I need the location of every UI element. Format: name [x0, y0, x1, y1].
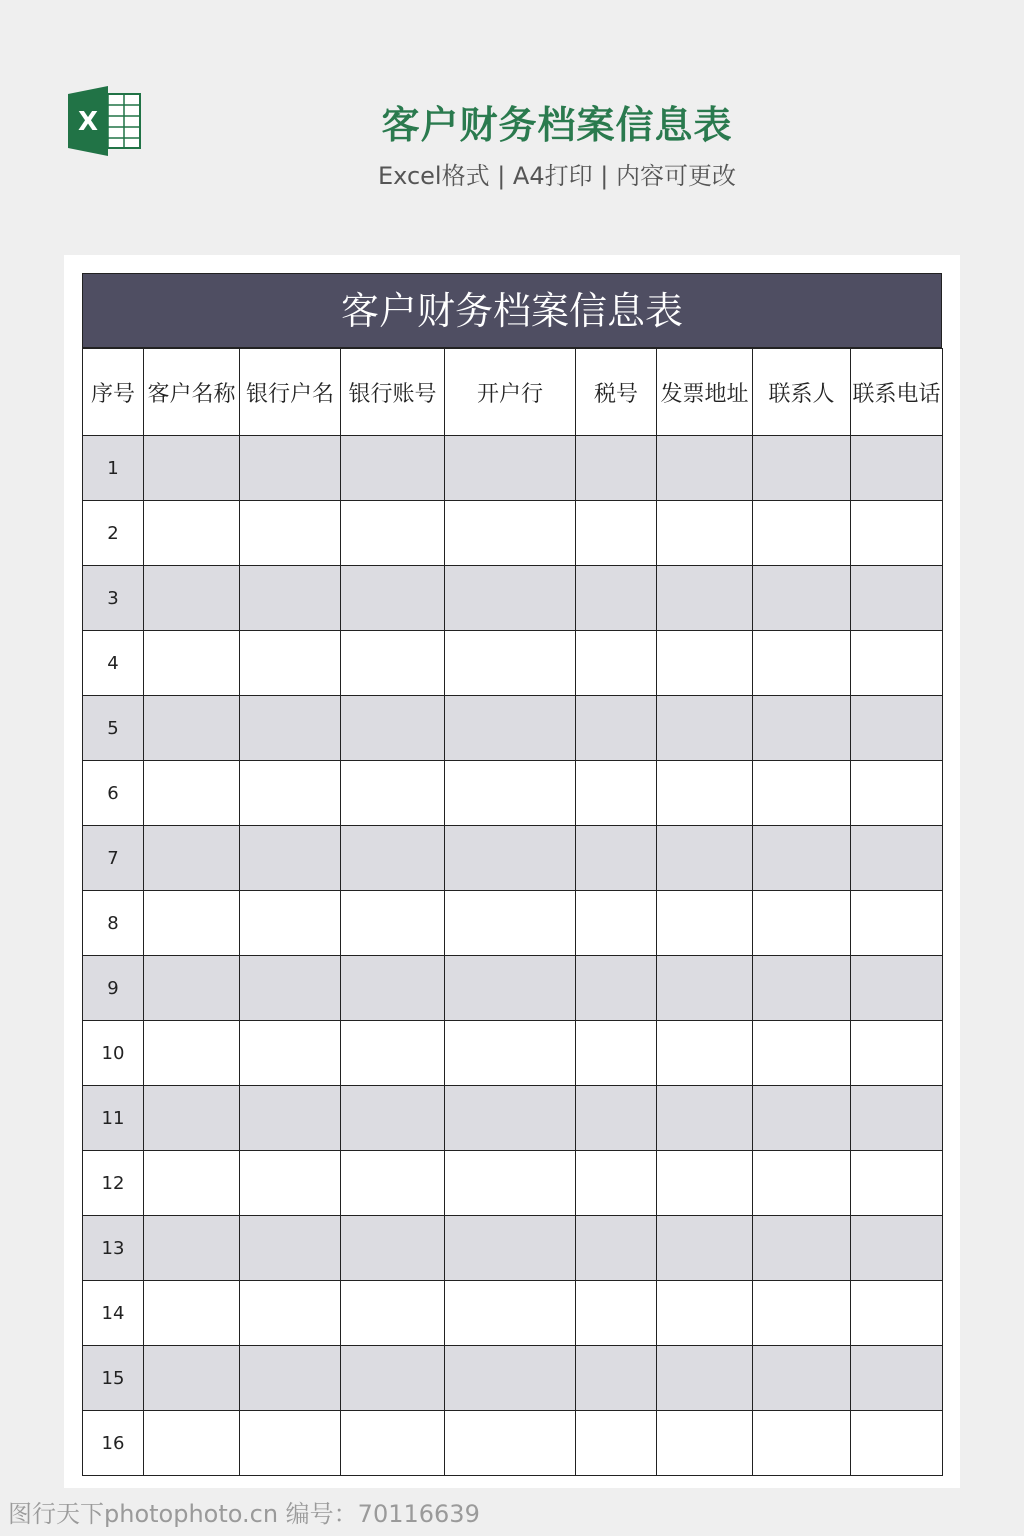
row-number-cell[interactable]: 3: [83, 566, 144, 631]
table-row: [83, 696, 943, 761]
table-cell[interactable]: [341, 501, 445, 566]
table-cell[interactable]: [753, 1151, 851, 1216]
table-cell[interactable]: [657, 826, 753, 891]
row-number-cell[interactable]: 1: [83, 436, 144, 501]
table-cell[interactable]: [753, 1216, 851, 1281]
table-cell[interactable]: [240, 891, 341, 956]
row-number-cell[interactable]: 9: [83, 956, 144, 1021]
table-cell[interactable]: [445, 501, 576, 566]
table-cell[interactable]: [240, 1021, 341, 1086]
table-cell[interactable]: [576, 501, 657, 566]
table-cell[interactable]: [657, 956, 753, 1021]
table-cell[interactable]: [341, 436, 445, 501]
table-cell[interactable]: [657, 761, 753, 826]
table-cell[interactable]: [144, 891, 240, 956]
row-number-cell[interactable]: 15: [83, 1346, 144, 1411]
table-cell[interactable]: [576, 956, 657, 1021]
table-cell[interactable]: [851, 761, 943, 826]
row-number-cell[interactable]: 16: [83, 1411, 144, 1476]
table-cell[interactable]: [576, 1151, 657, 1216]
column-header-bank-account-name[interactable]: 银行户名: [240, 349, 341, 436]
table-cell[interactable]: [851, 566, 943, 631]
table-cell[interactable]: [445, 1411, 576, 1476]
table-cell[interactable]: [144, 436, 240, 501]
table-cell[interactable]: [576, 1346, 657, 1411]
column-header-invoice-address[interactable]: 发票地址: [657, 349, 753, 436]
table-cell[interactable]: [851, 1021, 943, 1086]
table-row: [83, 436, 943, 501]
table-row: [83, 1151, 943, 1216]
table-cell[interactable]: [576, 1021, 657, 1086]
table-cell[interactable]: [240, 956, 341, 1021]
table-cell[interactable]: [851, 1216, 943, 1281]
sheet-title: 客户财务档案信息表: [82, 273, 942, 348]
table-row: [83, 761, 943, 826]
table-cell[interactable]: [144, 566, 240, 631]
column-header-customer-name[interactable]: 客户名称: [144, 349, 240, 436]
table-cell[interactable]: [851, 1151, 943, 1216]
table-cell[interactable]: [753, 1021, 851, 1086]
table-cell[interactable]: [753, 501, 851, 566]
table-cell[interactable]: [851, 1281, 943, 1346]
table-cell[interactable]: [753, 761, 851, 826]
data-table: [82, 348, 943, 1476]
table-cell[interactable]: [753, 1346, 851, 1411]
table-cell[interactable]: [851, 1346, 943, 1411]
table-body: [83, 436, 943, 1476]
page-subtitle: Excel格式 | A4打印 | 内容可更改: [378, 162, 736, 190]
table-cell[interactable]: [240, 501, 341, 566]
table-cell[interactable]: [240, 1346, 341, 1411]
table-cell[interactable]: [341, 891, 445, 956]
table-cell[interactable]: [341, 1411, 445, 1476]
table-cell[interactable]: [576, 1216, 657, 1281]
table-cell[interactable]: [445, 696, 576, 761]
table-row: [83, 501, 943, 566]
table-row: [83, 1021, 943, 1086]
page-title: 客户财务档案信息表: [381, 103, 733, 147]
watermark: 图行天下photophoto.cn 编号：70116639: [8, 1500, 480, 1528]
table-cell[interactable]: [445, 956, 576, 1021]
table-cell[interactable]: [144, 631, 240, 696]
table-row: [83, 1411, 943, 1476]
row-number-cell[interactable]: 13: [83, 1216, 144, 1281]
table-cell[interactable]: [445, 1086, 576, 1151]
table-cell[interactable]: [144, 1216, 240, 1281]
table-cell[interactable]: [657, 1021, 753, 1086]
table-cell[interactable]: [445, 1151, 576, 1216]
table-cell[interactable]: [445, 1021, 576, 1086]
table-cell[interactable]: [341, 566, 445, 631]
row-number-cell[interactable]: 10: [83, 1021, 144, 1086]
table-cell[interactable]: [851, 891, 943, 956]
spreadsheet: [82, 273, 942, 1476]
table-cell[interactable]: [445, 891, 576, 956]
table-cell[interactable]: [576, 436, 657, 501]
table-row: [83, 1086, 943, 1151]
table-cell[interactable]: [445, 761, 576, 826]
table-cell[interactable]: [445, 826, 576, 891]
table-cell[interactable]: [576, 761, 657, 826]
row-number-cell[interactable]: 11: [83, 1086, 144, 1151]
table-cell[interactable]: [657, 631, 753, 696]
table-cell[interactable]: [851, 696, 943, 761]
table-cell[interactable]: [144, 1346, 240, 1411]
table-cell[interactable]: [851, 1086, 943, 1151]
table-cell[interactable]: [753, 1411, 851, 1476]
column-header-tax-id[interactable]: 税号: [576, 349, 657, 436]
table-cell[interactable]: [341, 826, 445, 891]
table-cell[interactable]: [341, 1281, 445, 1346]
table-cell[interactable]: [753, 566, 851, 631]
table-cell[interactable]: [851, 631, 943, 696]
excel-logo-letter: X: [77, 107, 99, 137]
table-cell[interactable]: [657, 891, 753, 956]
sheet-paper: [64, 255, 960, 1488]
table-cell[interactable]: [657, 1216, 753, 1281]
table-cell[interactable]: [657, 501, 753, 566]
table-cell[interactable]: [657, 436, 753, 501]
table-cell[interactable]: [851, 826, 943, 891]
column-header-seq[interactable]: 序号: [83, 349, 144, 436]
table-row: [83, 631, 943, 696]
row-number-cell[interactable]: 7: [83, 826, 144, 891]
table-cell[interactable]: [851, 956, 943, 1021]
table-cell[interactable]: [753, 956, 851, 1021]
table-cell[interactable]: [240, 436, 341, 501]
table-cell[interactable]: [576, 891, 657, 956]
column-header-bank[interactable]: 开户行: [445, 349, 576, 436]
table-cell[interactable]: [240, 631, 341, 696]
table-cell[interactable]: [445, 1281, 576, 1346]
table-cell[interactable]: [576, 826, 657, 891]
table-cell[interactable]: [240, 1281, 341, 1346]
table-cell[interactable]: [657, 1086, 753, 1151]
table-row: [83, 1281, 943, 1346]
table-cell[interactable]: [341, 1086, 445, 1151]
table-row: [83, 1216, 943, 1281]
table-row: [83, 891, 943, 956]
table-cell[interactable]: [144, 1086, 240, 1151]
table-cell[interactable]: [144, 761, 240, 826]
table-cell[interactable]: [445, 566, 576, 631]
row-number-cell[interactable]: 2: [83, 501, 144, 566]
table-cell[interactable]: [657, 1281, 753, 1346]
header-row: [83, 349, 943, 436]
table-cell[interactable]: [576, 1411, 657, 1476]
column-header-contact-phone[interactable]: 联系电话: [851, 349, 943, 436]
table-cell[interactable]: [144, 956, 240, 1021]
table-cell[interactable]: [657, 696, 753, 761]
table-cell[interactable]: [144, 1411, 240, 1476]
table-row: [83, 826, 943, 891]
table-cell[interactable]: [341, 696, 445, 761]
table-cell[interactable]: [753, 436, 851, 501]
table-cell[interactable]: [576, 566, 657, 631]
excel-icon: [66, 86, 142, 156]
row-number-cell[interactable]: 8: [83, 891, 144, 956]
table-cell[interactable]: [851, 436, 943, 501]
table-cell[interactable]: [144, 1151, 240, 1216]
column-header-contact-person[interactable]: 联系人: [753, 349, 851, 436]
table-cell[interactable]: [240, 1216, 341, 1281]
table-cell[interactable]: [144, 1021, 240, 1086]
table-cell[interactable]: [240, 761, 341, 826]
table-cell[interactable]: [576, 696, 657, 761]
table-cell[interactable]: [753, 891, 851, 956]
table-cell[interactable]: [341, 1151, 445, 1216]
table-cell[interactable]: [341, 1346, 445, 1411]
table-cell[interactable]: [144, 696, 240, 761]
table-cell[interactable]: [240, 1151, 341, 1216]
table-cell[interactable]: [341, 761, 445, 826]
table-cell[interactable]: [657, 566, 753, 631]
table-cell[interactable]: [851, 1411, 943, 1476]
table-cell[interactable]: [341, 631, 445, 696]
table-cell[interactable]: [445, 631, 576, 696]
table-cell[interactable]: [144, 1281, 240, 1346]
table-cell[interactable]: [576, 1086, 657, 1151]
table-cell[interactable]: [657, 1151, 753, 1216]
row-number-cell[interactable]: 4: [83, 631, 144, 696]
table-cell[interactable]: [240, 1086, 341, 1151]
table-cell[interactable]: [753, 1281, 851, 1346]
table-cell[interactable]: [240, 1411, 341, 1476]
table-cell[interactable]: [576, 631, 657, 696]
table-cell[interactable]: [753, 696, 851, 761]
table-cell[interactable]: [144, 501, 240, 566]
column-header-bank-account-number[interactable]: 银行账号: [341, 349, 445, 436]
row-number-cell[interactable]: 12: [83, 1151, 144, 1216]
table-cell[interactable]: [753, 826, 851, 891]
table-cell[interactable]: [240, 566, 341, 631]
table-cell[interactable]: [753, 1086, 851, 1151]
table-cell[interactable]: [851, 501, 943, 566]
table-cell[interactable]: [240, 826, 341, 891]
table-cell[interactable]: [445, 1346, 576, 1411]
table-cell[interactable]: [240, 696, 341, 761]
table-cell[interactable]: [445, 1216, 576, 1281]
table-cell[interactable]: [753, 631, 851, 696]
table-row: [83, 566, 943, 631]
row-number-cell[interactable]: 14: [83, 1281, 144, 1346]
row-number-cell[interactable]: 6: [83, 761, 144, 826]
table-row: [83, 1346, 943, 1411]
row-number-cell[interactable]: 5: [83, 696, 144, 761]
table-cell[interactable]: [341, 1021, 445, 1086]
table-cell[interactable]: [341, 1216, 445, 1281]
table-cell[interactable]: [341, 956, 445, 1021]
table-cell[interactable]: [576, 1281, 657, 1346]
table-cell[interactable]: [657, 1411, 753, 1476]
table-cell[interactable]: [445, 436, 576, 501]
table-row: [83, 956, 943, 1021]
table-cell[interactable]: [657, 1346, 753, 1411]
table-cell[interactable]: [144, 826, 240, 891]
